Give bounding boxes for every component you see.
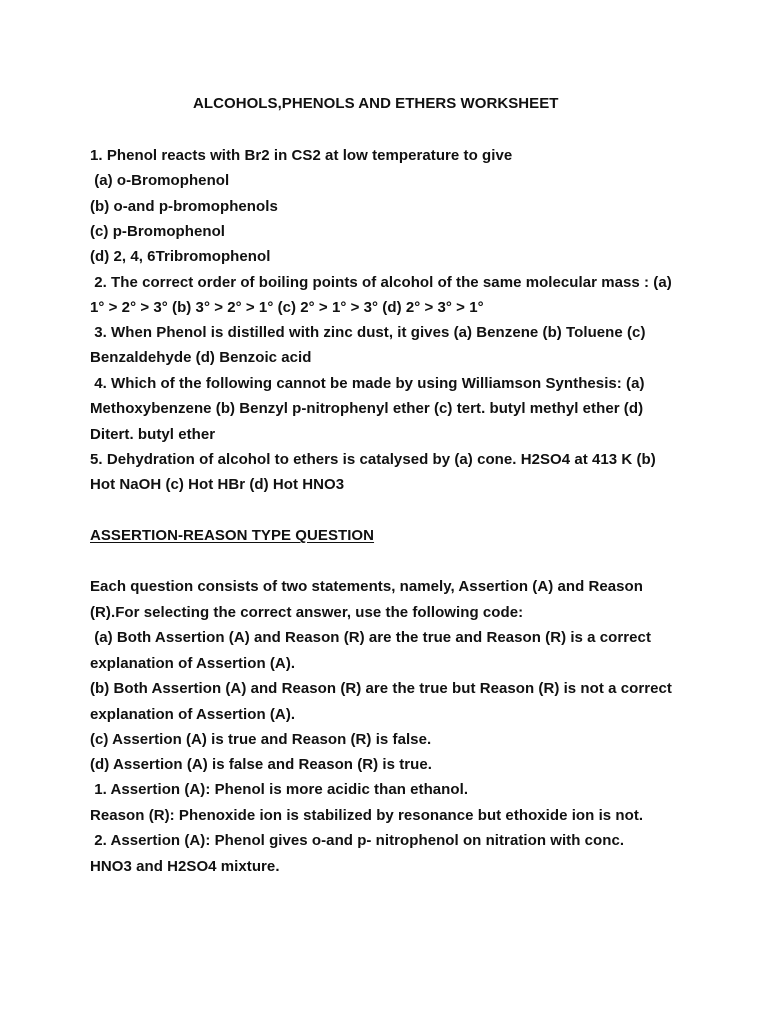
ar-line: 2. Assertion (A): Phenol gives o-and p- nitrophenol on nitration with conc. [90, 832, 625, 849]
mcq-line: 3. When Phenol is distilled with zinc dust, it gives (a) Benzene (b) Toluene (c) [90, 324, 646, 341]
mcq-line: (a) o-Bromophenol [90, 172, 230, 189]
mcq-line: (d) 2, 4, 6Tribromophenol [90, 248, 271, 265]
page-title: ALCOHOLS,PHENOLS AND ETHERS WORKSHEET [193, 95, 559, 112]
ar-line: explanation of Assertion (A). [90, 706, 296, 723]
section-heading: ASSERTION-REASON TYPE QUESTION [90, 527, 375, 544]
mcq-line: 5. Dehydration of alcohol to ethers is catalysed by (a) cone. H2SO4 at 413 K (b) [90, 451, 656, 468]
mcq-line: (c) p-Bromophenol [90, 223, 226, 240]
mcq-line: 1. Phenol reacts with Br2 in CS2 at low temperature to give [90, 147, 513, 164]
ar-line: Reason (R): Phenoxide ion is stabilized by resonance but ethoxide ion is not. [90, 807, 644, 824]
mcq-line: Benzaldehyde (d) Benzoic acid [90, 349, 312, 366]
ar-line: (R).For selecting the correct answer, use the following code: [90, 604, 524, 621]
mcq-line: Methoxybenzene (b) Benzyl p-nitrophenyl ether (c) tert. butyl methyl ether (d) [90, 400, 644, 417]
ar-line: (a) Both Assertion (A) and Reason (R) are the true and Reason (R) is a correct [90, 629, 651, 646]
ar-line: (d) Assertion (A) is false and Reason (R) is true. [90, 756, 432, 773]
ar-line: (c) Assertion (A) is true and Reason (R) is false. [90, 731, 432, 748]
ar-line: HNO3 and H2SO4 mixture. [90, 858, 280, 875]
ar-line: Each question consists of two statements, namely, Assertion (A) and Reason [90, 578, 643, 595]
mcq-line: Ditert. butyl ether [90, 426, 216, 443]
mcq-line: 2. The correct order of boiling points of alcohol of the same molecular mass : (a) [90, 274, 672, 291]
mcq-line: 4. Which of the following cannot be made by using Williamson Synthesis: (a) [90, 375, 645, 392]
mcq-line: Hot NaOH (c) Hot HBr (d) Hot HNO3 [90, 476, 345, 493]
ar-line: (b) Both Assertion (A) and Reason (R) are the true but Reason (R) is not a correct [90, 680, 672, 697]
mcq-line: (b) o-and p-bromophenols [90, 198, 278, 215]
ar-line: 1. Assertion (A): Phenol is more acidic than ethanol. [90, 781, 469, 798]
mcq-line: 1° > 2° > 3° (b) 3° > 2° > 1° (c) 2° > 1° > 3° (d) 2° > 3° > 1° [90, 299, 484, 316]
ar-line: explanation of Assertion (A). [90, 655, 296, 672]
